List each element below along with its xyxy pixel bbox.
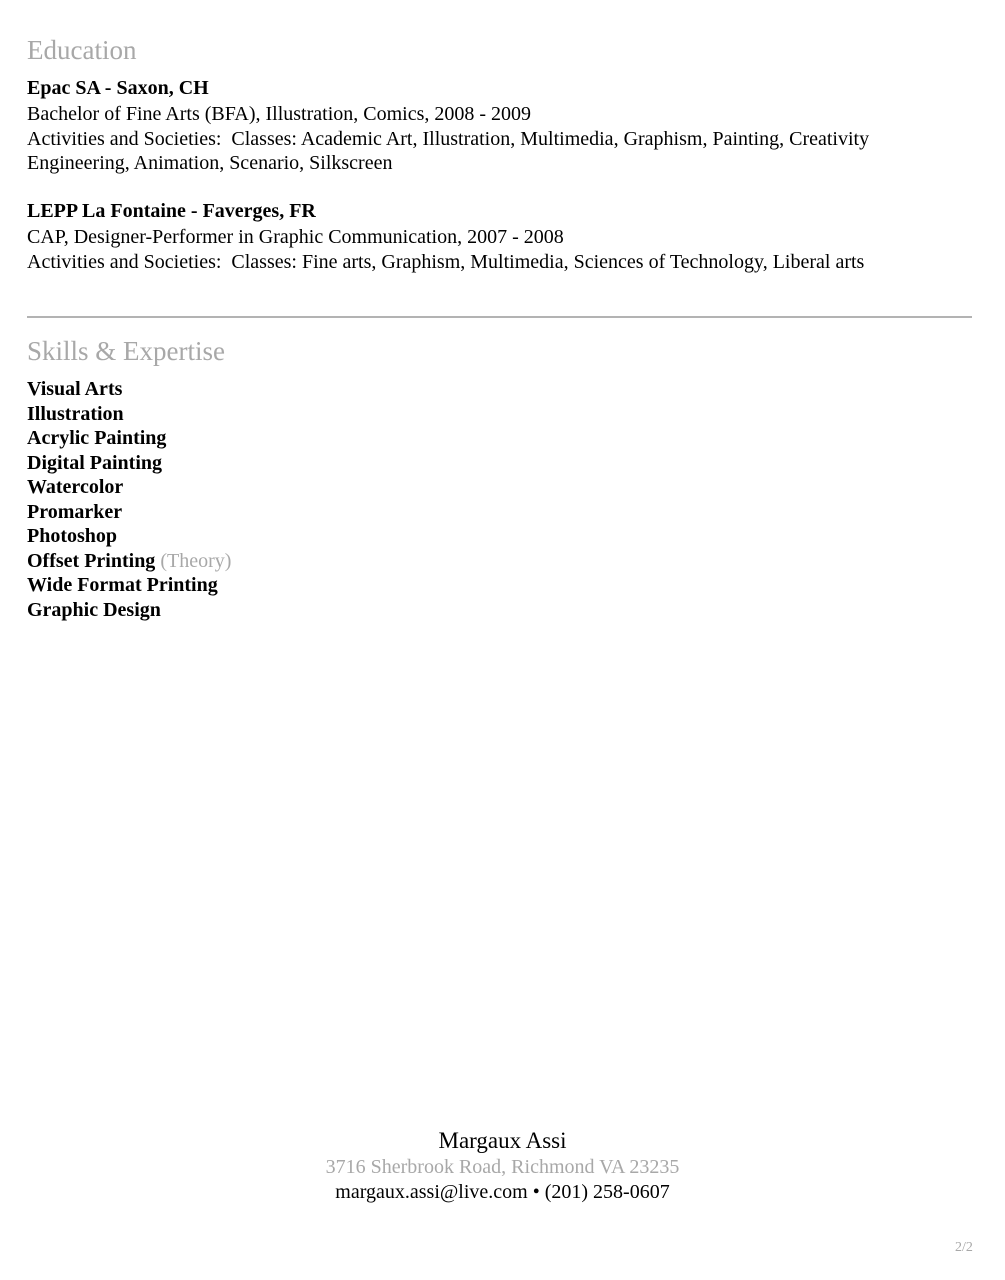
skill-item (27, 500, 231, 525)
skill-item (27, 549, 231, 574)
activities-line: Activities and Societies: Classes: Fine arts, Graphism, Multimedia, Sciences of Technology, Liberal arts (27, 251, 865, 273)
degree-line: Bachelor of Fine Arts (BFA), Illustration, Comics, 2008 - 2009 (27, 103, 532, 125)
education-entry (27, 198, 972, 274)
skill-label: Watercolor (27, 476, 124, 498)
skill-label: Offset Printing (27, 549, 156, 572)
skill-item (27, 426, 231, 451)
resume-page (27, 0, 972, 1280)
footer-name: Margaux Assi (438, 1128, 567, 1153)
skill-item (27, 475, 231, 500)
skill-label: Acrylic Painting (27, 427, 167, 449)
contact-footer (0, 1127, 1005, 1205)
skill-item (27, 573, 231, 598)
skill-label: Promarker (27, 500, 123, 523)
skill-item (27, 524, 231, 549)
school-name: LEPP La Fontaine - Faverges, FR (27, 200, 316, 222)
skill-item (27, 598, 231, 623)
skill-label: Wide Format Printing (27, 574, 218, 596)
skill-item (27, 451, 231, 476)
footer-address: 3716 Sherbrook Road, Richmond VA 23235 (325, 1156, 680, 1178)
education-heading: Education (27, 35, 137, 65)
skill-label: Visual Arts (27, 378, 123, 400)
degree-line: CAP, Designer-Performer in Graphic Communication, 2007 - 2008 (27, 226, 564, 248)
school-name: Epac SA - Saxon, CH (27, 77, 209, 99)
activities-line: Activities and Societies: Classes: Academic Art, Illustration, Multimedia, Graphism, Painting, Creativity Engineering, Animation, Scenario, Silkscreen (27, 128, 875, 174)
page-number: 2/2 (955, 1240, 973, 1255)
skill-item (27, 377, 231, 402)
skill-label: Digital Painting (27, 451, 163, 474)
section-divider (27, 316, 972, 318)
education-entry (27, 75, 972, 175)
skill-label: Graphic Design (27, 598, 161, 621)
skill-label: Illustration (27, 402, 124, 425)
skills-heading: Skills & Expertise (27, 336, 225, 366)
skill-note: (Theory) (160, 549, 232, 572)
skill-item (27, 402, 231, 427)
skills-list (27, 377, 231, 622)
skill-label: Photoshop (27, 525, 118, 547)
footer-contact: margaux.assi@live.com • (201) 258-0607 (335, 1181, 670, 1203)
